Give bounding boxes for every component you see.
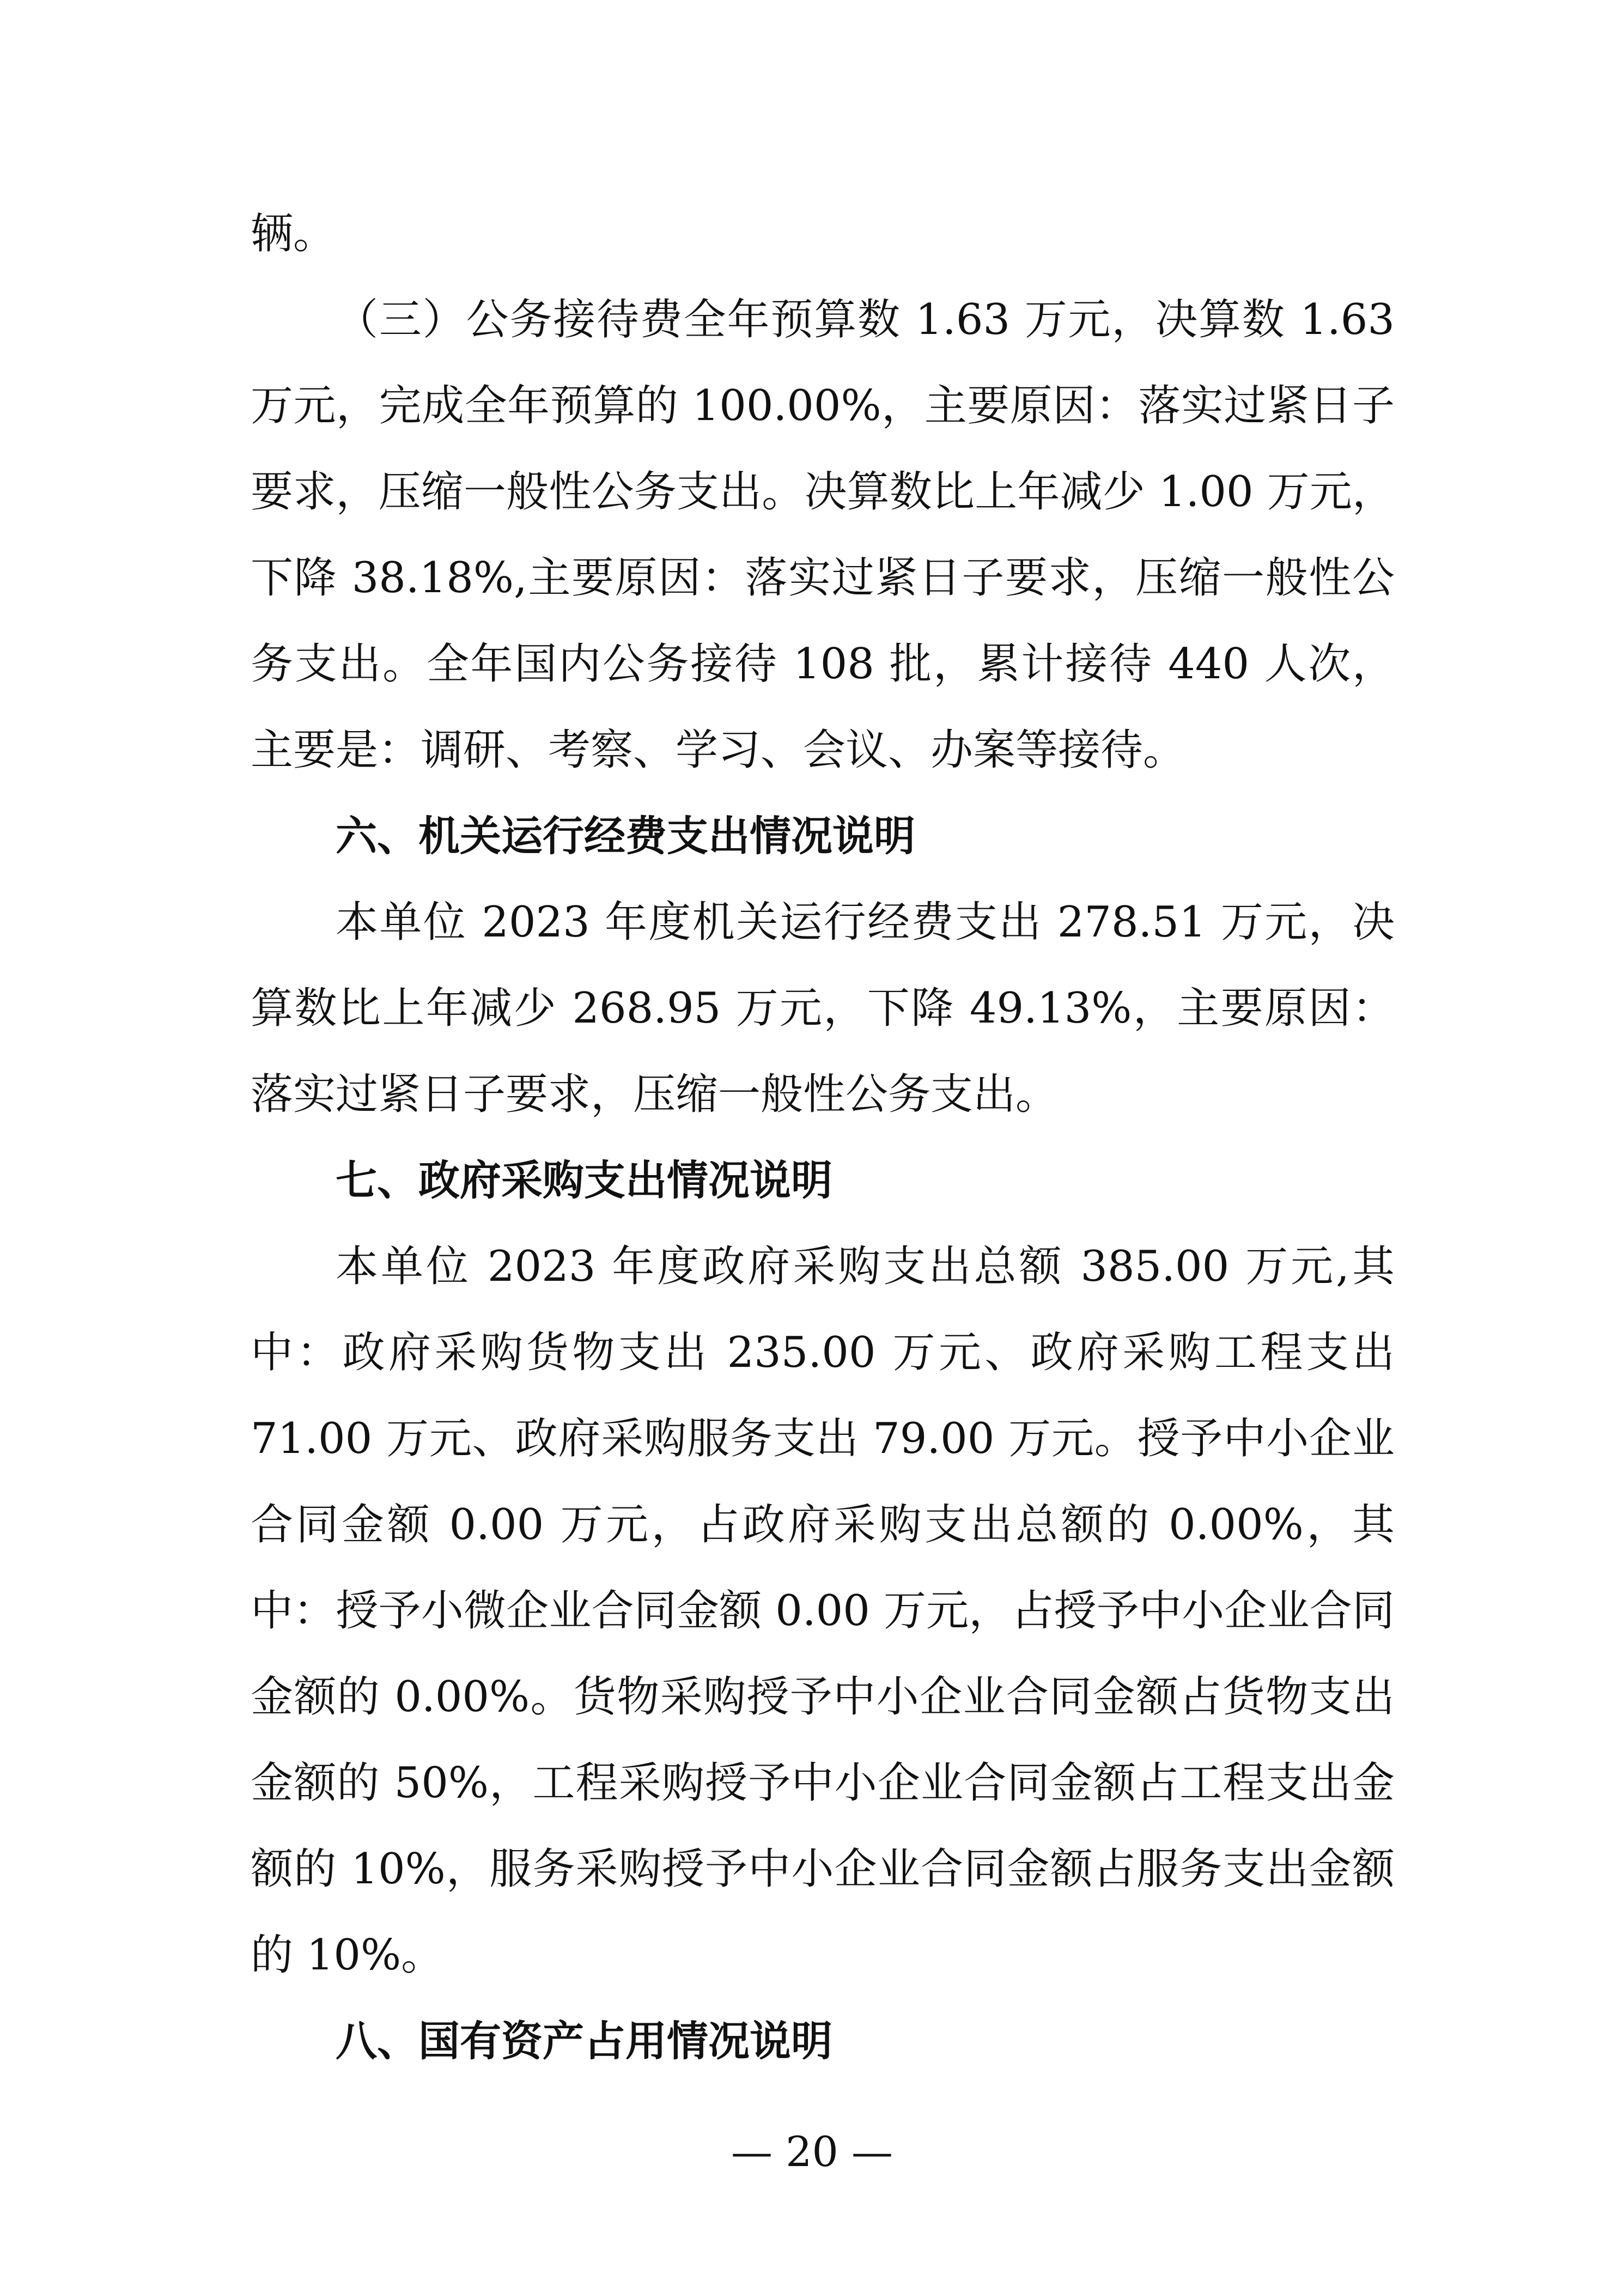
paragraph-reception-expense: （三）公务接待费全年预算数 1.63 万元，决算数 1.63 万元，完成全年预算的 100.00%，主要原因：落实过紧日子要求，压缩一般性公务支出。决算数比上年减少 1.00 万元，下降 38.18%,主要原因：落实过紧日子要求，压缩一般性公务支出。全年国内公务接待 108 批，累计接待 440 人次，主要是：调研、考察、学习、会议、办案等接待。: [251, 295, 1395, 775]
paragraph-operating-expense: 本单位 2023 年度机关运行经费支出 278.51 万元，决算数比上年减少 268.95 万元，下降 49.13%，主要原因：落实过紧日子要求，压缩一般性公务支出。: [251, 898, 1395, 1119]
heading-section-seven: 七、政府采购支出情况说明: [336, 1156, 832, 1205]
document-page: [251, 191, 1395, 2084]
paragraph-procurement: 本单位 2023 年度政府采购支出总额 385.00 万元,其中：政府采购货物支出 235.00 万元、政府采购工程支出 71.00 万元、政府采购服务支出 79.00 万元。授予中小企业合同金额 0.00 万元，占政府采购支出总额的 0.00%，其中：授予小微企业合同金额 0.00 万元，占授予中小企业合同金额的 0.00%。货物采购授予中小企业合同金额占货物支出金额的 50%，工程采购授予中小企业合同金额占工程支出金额的 10%，服务采购授予中小企业合同金额占服务支出金额的 10%。: [251, 1242, 1395, 1980]
heading-section-eight: 八、国有资产占用情况说明: [336, 2017, 832, 2065]
heading-section-six: 六、机关运行经费支出情况说明: [336, 812, 915, 860]
page-number: — 20 —: [731, 2127, 893, 2176]
paragraph-vehicle-end: 辆。: [251, 209, 336, 258]
